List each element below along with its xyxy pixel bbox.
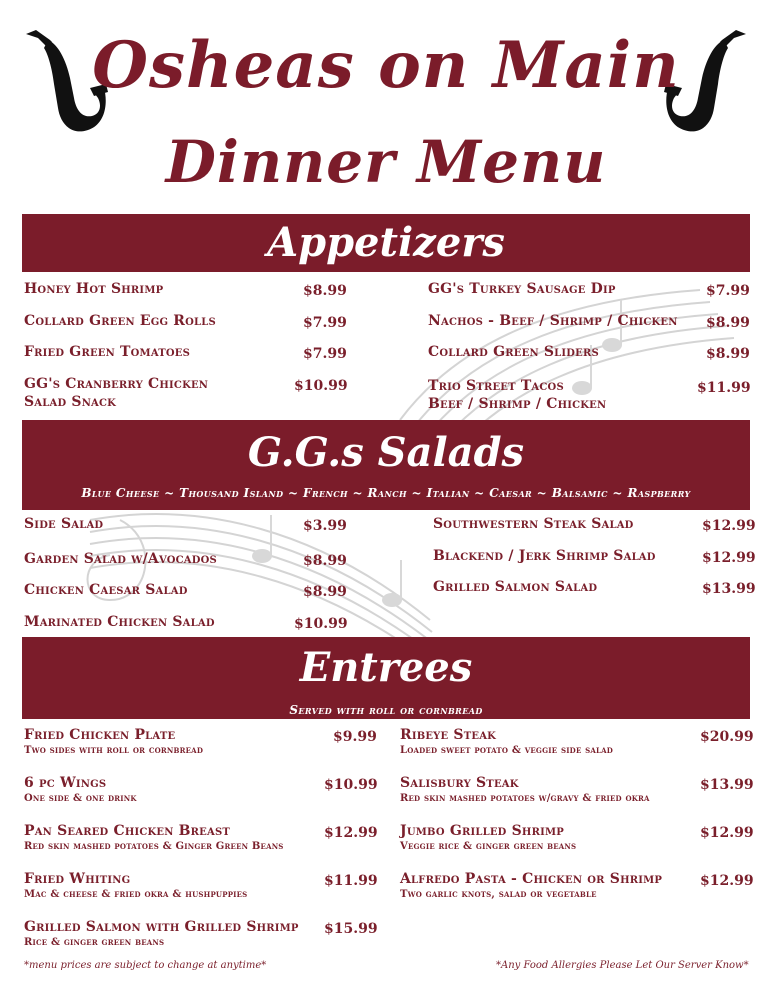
menu-item bbox=[24, 774, 137, 805]
entrees-subtitle: Served with roll or cornbread bbox=[289, 703, 483, 717]
menu-item bbox=[24, 550, 217, 568]
item-name: Nachos - Beef / Shrimp / Chicken bbox=[428, 313, 678, 329]
menu-item bbox=[400, 774, 650, 805]
item-description: One side & one drink bbox=[24, 793, 137, 804]
item-price: $10.99 bbox=[324, 777, 378, 793]
item-price: $8.99 bbox=[706, 346, 750, 362]
menu-item bbox=[428, 312, 678, 330]
item-price: $20.99 bbox=[700, 729, 754, 745]
item-name: Fried Whiting bbox=[24, 871, 131, 887]
item-price: $15.99 bbox=[324, 921, 378, 937]
item-description: Mac & cheese & fried okra & hushpuppies bbox=[24, 889, 248, 900]
menu-item bbox=[24, 870, 247, 901]
item-description: Two sides with roll or cornbread bbox=[24, 745, 204, 756]
item-name-line2: Salad Snack bbox=[24, 394, 117, 410]
item-price: $8.99 bbox=[303, 584, 347, 600]
item-name: Honey Hot Shrimp bbox=[24, 281, 164, 297]
item-name: 6 pc Wings bbox=[24, 775, 107, 791]
dressings-list: Blue Cheese ~ Thousand Island ~ French ~ Ranch ~ Italian ~ Caesar ~ Balsamic ~ Raspberry bbox=[81, 486, 691, 500]
price-change-note: *menu prices are subject to change at anytime* bbox=[24, 960, 267, 971]
salads-header bbox=[22, 420, 750, 510]
item-price: $9.99 bbox=[333, 729, 377, 745]
menu-item bbox=[24, 280, 163, 298]
item-description: Rice & ginger green beans bbox=[24, 937, 165, 948]
item-name: Grilled Salmon Salad bbox=[433, 579, 598, 595]
item-price: $11.99 bbox=[697, 380, 751, 396]
item-price: $3.99 bbox=[303, 518, 347, 534]
menu-item bbox=[24, 918, 299, 949]
item-description: Red skin mashed potatoes & Ginger Green Beans bbox=[24, 841, 284, 852]
menu-item bbox=[24, 515, 103, 533]
menu-item bbox=[428, 343, 599, 361]
item-description: Veggie rice & ginger green beans bbox=[400, 841, 577, 852]
item-price: $7.99 bbox=[303, 346, 347, 362]
item-name: Ribeye Steak bbox=[400, 727, 497, 743]
item-name: Jumbo Grilled Shrimp bbox=[400, 823, 564, 839]
item-price: $12.99 bbox=[702, 518, 756, 534]
item-price: $8.99 bbox=[706, 315, 750, 331]
menu-item bbox=[24, 581, 188, 599]
item-name: Collard Green Egg Rolls bbox=[24, 313, 216, 329]
item-name-line2: Beef / Shrimp / Chicken bbox=[428, 396, 607, 412]
item-name: Fried Chicken Plate bbox=[24, 727, 176, 743]
item-name: Grilled Salmon with Grilled Shrimp bbox=[24, 919, 299, 935]
item-price: $7.99 bbox=[706, 283, 750, 299]
item-description: Loaded sweet potato & veggie side salad bbox=[400, 745, 614, 756]
item-price: $12.99 bbox=[324, 825, 378, 841]
item-name: Marinated Chicken Salad bbox=[24, 614, 215, 630]
menu-item bbox=[433, 578, 597, 596]
item-name: Fried Green Tomatoes bbox=[24, 344, 191, 360]
salads-title: G.G.s Salads bbox=[247, 429, 525, 476]
item-price: $8.99 bbox=[303, 283, 347, 299]
menu-title: Dinner Menu bbox=[165, 128, 607, 196]
entrees-title: Entrees bbox=[299, 644, 473, 691]
item-price: $13.99 bbox=[700, 777, 754, 793]
item-name: Alfredo Pasta - Chicken or Shrimp bbox=[400, 871, 663, 887]
item-price: $11.99 bbox=[324, 873, 378, 889]
item-price: $12.99 bbox=[702, 550, 756, 566]
item-name: Collard Green Sliders bbox=[428, 344, 599, 360]
menu-item bbox=[24, 375, 208, 411]
item-price: $10.99 bbox=[294, 616, 348, 632]
menu-item bbox=[433, 515, 634, 533]
item-name: GG's Turkey Sausage Dip bbox=[428, 281, 616, 297]
menu-item bbox=[400, 870, 662, 901]
item-name: Garden Salad w/Avocados bbox=[24, 551, 217, 567]
item-name: Blackend / Jerk Shrimp Salad bbox=[433, 548, 656, 564]
menu-item bbox=[428, 280, 616, 298]
item-name: Salisbury Steak bbox=[400, 775, 519, 791]
menu-item bbox=[24, 726, 203, 757]
menu-item bbox=[24, 312, 216, 330]
item-price: $8.99 bbox=[303, 553, 347, 569]
item-description: Two garlic knots, salad or vegetable bbox=[400, 889, 597, 900]
appetizers-title: Appetizers bbox=[267, 219, 505, 266]
item-name: Chicken Caesar Salad bbox=[24, 582, 188, 598]
menu-item bbox=[433, 547, 656, 565]
item-name: GG's Cranberry Chicken bbox=[24, 376, 209, 392]
menu-item bbox=[400, 822, 576, 853]
appetizers-header bbox=[22, 214, 750, 272]
item-description: Red skin mashed potatoes w/gravy & fried okra bbox=[400, 793, 650, 804]
item-name: Southwestern Steak Salad bbox=[433, 516, 634, 532]
item-price: $7.99 bbox=[303, 315, 347, 331]
restaurant-name: Osheas on Main bbox=[92, 28, 680, 103]
item-price: $10.99 bbox=[294, 378, 348, 394]
item-price: $12.99 bbox=[700, 873, 754, 889]
menu-item bbox=[24, 822, 284, 853]
menu-item bbox=[400, 726, 613, 757]
item-name: Trio Street Tacos bbox=[428, 378, 564, 394]
entrees-header bbox=[22, 637, 750, 719]
item-price: $12.99 bbox=[700, 825, 754, 841]
item-name: Pan Seared Chicken Breast bbox=[24, 823, 231, 839]
item-price: $13.99 bbox=[702, 581, 756, 597]
menu-item bbox=[24, 613, 215, 631]
allergy-note: *Any Food Allergies Please Let Our Server Know* bbox=[496, 960, 749, 971]
item-name: Side Salad bbox=[24, 516, 104, 532]
menu-item bbox=[24, 343, 190, 361]
menu-item bbox=[428, 377, 606, 413]
